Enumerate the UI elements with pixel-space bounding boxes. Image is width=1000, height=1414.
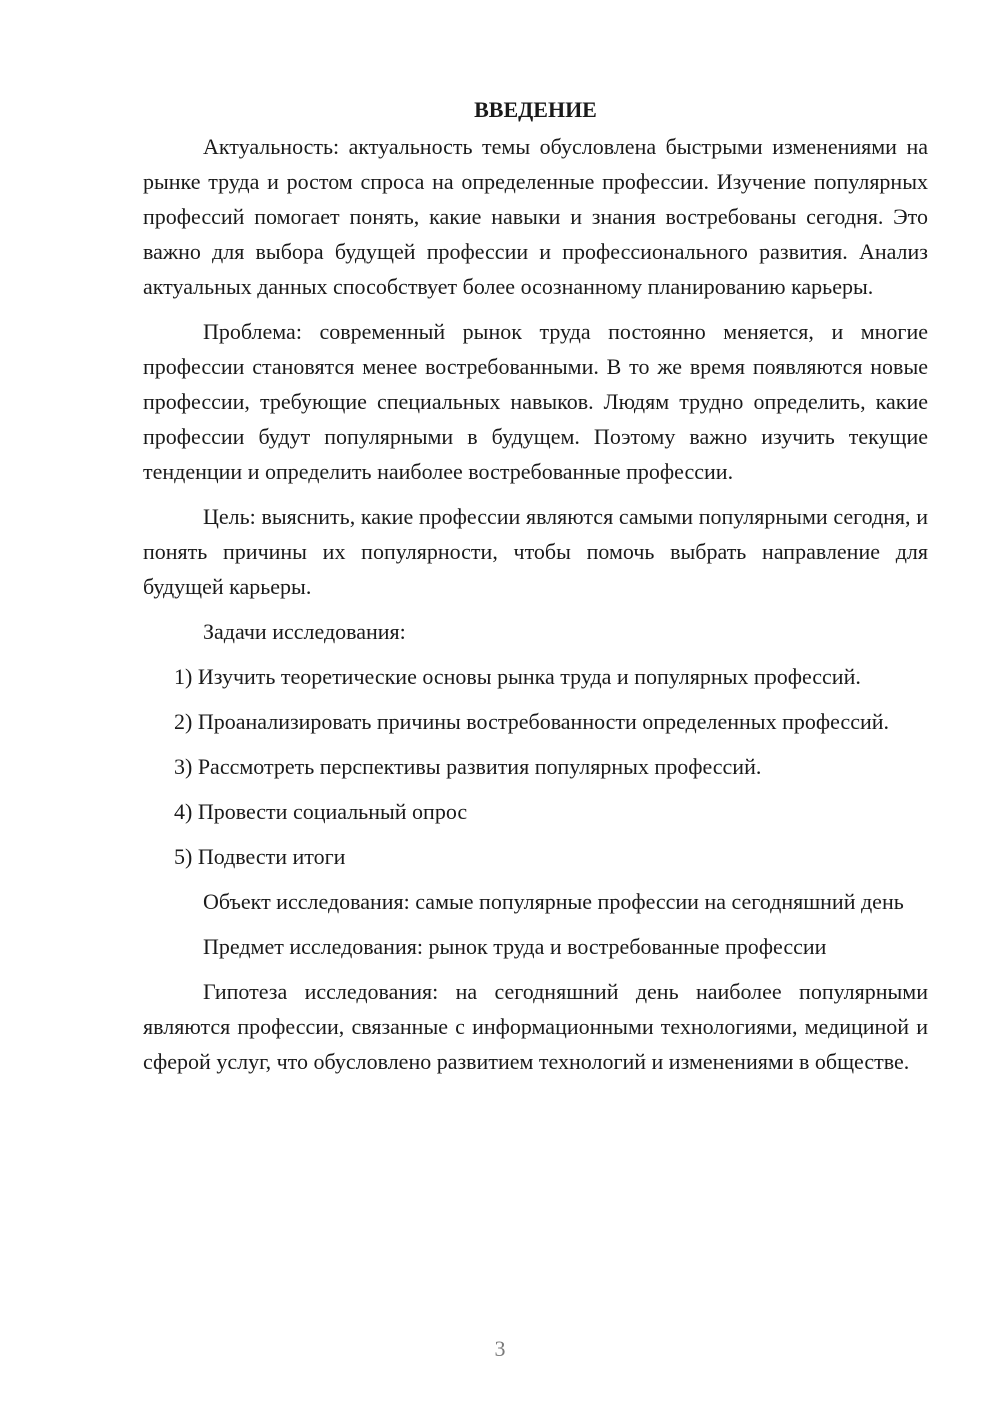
relevance-paragraph: Актуальность: актуальность темы обусловлена быстрыми изменениями на рынке труда и ростом спроса на определенные профессии. Изучение популярных профессий помогает понять, какие навыки и знания востребованы сегодня. Это важно для выбора будущей профессии и профессионального развития. Анализ актуальных данных способствует более осознанному планированию карьеры. — [143, 134, 928, 299]
section-title: ВВЕДЕНИЕ — [474, 97, 597, 122]
tasks-heading: Задачи исследования: — [203, 619, 406, 644]
problem-paragraph: Проблема: современный рынок труда постоянно меняется, и многие профессии становятся менее востребованными. В то же время появляются новые профессии, требующие специальных навыков. Людям трудно определить, какие профессии будут популярными в будущем. Поэтому важно изучить текущие тенденции и определить наиболее востребованные профессии. — [143, 319, 928, 484]
subject-paragraph: Предмет исследования: рынок труда и востребованные профессии — [203, 934, 827, 959]
task-item: 2) Проанализировать причины востребованности определенных профессий. — [174, 709, 889, 734]
task-item: 4) Провести социальный опрос — [174, 799, 468, 824]
task-item: 1) Изучить теоретические основы рынка труда и популярных профессий. — [174, 664, 861, 689]
task-item: 5) Подвести итоги — [174, 844, 346, 869]
object-paragraph: Объект исследования: самые популярные профессии на сегодняшний день — [203, 889, 904, 914]
goal-paragraph: Цель: выяснить, какие профессии являются самыми популярными сегодня, и понять причины их популярности, чтобы помочь выбрать направление для будущей карьеры. — [143, 504, 928, 599]
document-page — [143, 92, 928, 1089]
hypothesis-paragraph: Гипотеза исследования: на сегодняшний день наиболее популярными являются профессии, связанные с информационными технологиями, медициной и сферой услуг, что обусловлено развитием технологий и изменениями в обществе. — [143, 979, 928, 1074]
page-number: 3 — [494, 1336, 506, 1361]
task-item: 3) Рассмотреть перспективы развития популярных профессий. — [174, 754, 762, 779]
